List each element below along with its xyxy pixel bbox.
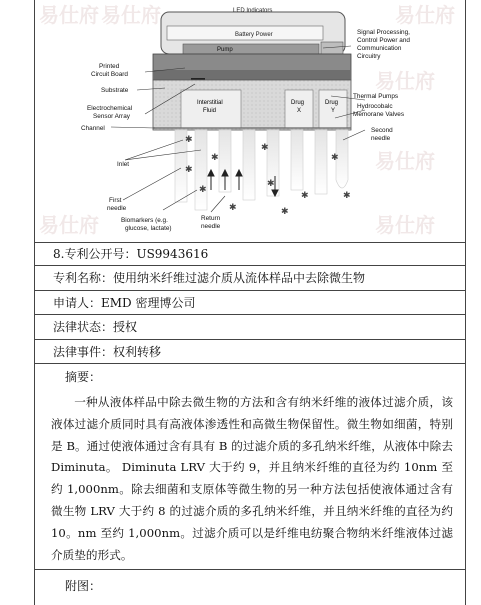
- svg-text:Drug: Drug: [291, 100, 305, 106]
- svg-text:Memorane Valves: Memorane Valves: [353, 111, 405, 118]
- svg-text:✱: ✱: [185, 134, 193, 144]
- inlet-label: Inlet: [117, 161, 130, 168]
- channel-label: Channel: [81, 125, 105, 132]
- svg-text:Fluid: Fluid: [203, 108, 217, 114]
- svg-text:✱: ✱: [281, 206, 289, 216]
- svg-text:glucose, lactate): glucose, lactate): [125, 225, 172, 232]
- legal-status: 法律状态：授权: [53, 320, 138, 334]
- svg-text:Interstitial: Interstitial: [197, 100, 223, 106]
- abstract-text: 一种从液体样品中除去微生物的方法和含有纳米纤维的液体过滤介质，该液体过滤介质同时具有高液体渗透性和高微生物保留性。微生物如细菌，特别是 B。通过使液体通过含有具有 B 的过滤介质的多孔纳米纤维，从液体中除去 Diminuta。 Diminuta LRV 大于约 9，并且纳米纤维的直径为约 10nm 至约 1,000nm。除去细菌和支原体等微生物的另一种方法包括使液体通过含有微生物 LRV 大于约 8 的过滤介质的多孔纳米纤维，并且纳米纤维的直径为约 10。nm 至约 1,000nm。过滤介质可以是纤维电纺聚合物纳米纤维液体过滤介质垫的形式。: [51, 395, 453, 562]
- svg-text:✱: ✱: [261, 142, 269, 152]
- svg-text:Control Power and: Control Power and: [357, 37, 410, 44]
- legal-event: 法律事件：权利转移: [53, 344, 162, 359]
- abstract-label: 摘要：: [65, 370, 102, 384]
- pump-label: Pump: [217, 47, 233, 53]
- biomarkers-label: Biomarkers (e.g.: [121, 217, 168, 224]
- thermal-label: Thermal Pumps: [353, 93, 399, 100]
- svg-text:X: X: [297, 108, 302, 114]
- svg-text:易仕府: 易仕府: [375, 151, 435, 173]
- patent-number: 8.专利公开号：US9943616: [53, 247, 209, 261]
- svg-text:needle: needle: [371, 135, 391, 142]
- svg-text:✱: ✱: [229, 202, 237, 212]
- device-diagram: [35, 0, 465, 242]
- legal-event-row: [35, 339, 465, 363]
- svg-text:✱: ✱: [199, 184, 207, 194]
- svg-text:Circuit Board: Circuit Board: [91, 71, 128, 78]
- led-label: LED Indicators: [233, 8, 273, 14]
- svg-text:✱: ✱: [185, 164, 193, 174]
- first-needle-label: First: [109, 197, 122, 204]
- svg-text:✱: ✱: [343, 190, 351, 200]
- svg-text:易仕府: 易仕府: [375, 215, 435, 237]
- svg-text:Communication: Communication: [357, 45, 402, 52]
- svg-text:易仕府: 易仕府: [375, 71, 435, 93]
- svg-text:易仕府: 易仕府: [39, 5, 99, 27]
- applicant: 申请人：EMD 密理博公司: [53, 295, 196, 310]
- svg-text:Y: Y: [331, 108, 336, 114]
- svg-text:✱: ✱: [331, 152, 339, 162]
- svg-text:✱: ✱: [211, 152, 219, 162]
- sensor-label: Electrochemical: [87, 105, 133, 112]
- svg-text:Drug: Drug: [325, 100, 339, 106]
- patent-figure: [35, 0, 465, 242]
- patent-name-row: [35, 265, 465, 290]
- svg-text:✱: ✱: [267, 178, 275, 188]
- svg-text:Circuitry: Circuitry: [357, 53, 381, 60]
- legal-status-row: [35, 314, 465, 339]
- substrate-label: Substrate: [101, 87, 129, 94]
- svg-text:易仕府: 易仕府: [101, 5, 161, 27]
- svg-text:易仕府: 易仕府: [395, 5, 455, 27]
- svg-text:needle: needle: [201, 223, 221, 230]
- patent-number-row: [35, 242, 465, 265]
- second-needle-label: Second: [371, 127, 393, 134]
- membrane-label: Hydrocobalc: [357, 103, 393, 110]
- patent-sheet: [34, 0, 466, 605]
- figure-row: [35, 569, 465, 605]
- figure-label: 附图：: [65, 579, 102, 593]
- abstract-row: [35, 363, 465, 569]
- svg-text:needle: needle: [107, 205, 127, 212]
- battery-label: Battery Power: [235, 32, 273, 38]
- pcb-label: Printed: [99, 63, 120, 70]
- svg-text:✱: ✱: [301, 190, 309, 200]
- svg-text:Sensor Array: Sensor Array: [93, 113, 130, 120]
- pump-block: [183, 44, 319, 54]
- applicant-row: [35, 290, 465, 314]
- return-needle-label: Return: [201, 215, 221, 222]
- svg-text:易仕府: 易仕府: [39, 215, 99, 237]
- signal-label: Signal Processing,: [357, 29, 410, 36]
- patent-name: 专利名称：使用纳米纤维过滤介质从流体样品中去除微生物: [53, 271, 366, 285]
